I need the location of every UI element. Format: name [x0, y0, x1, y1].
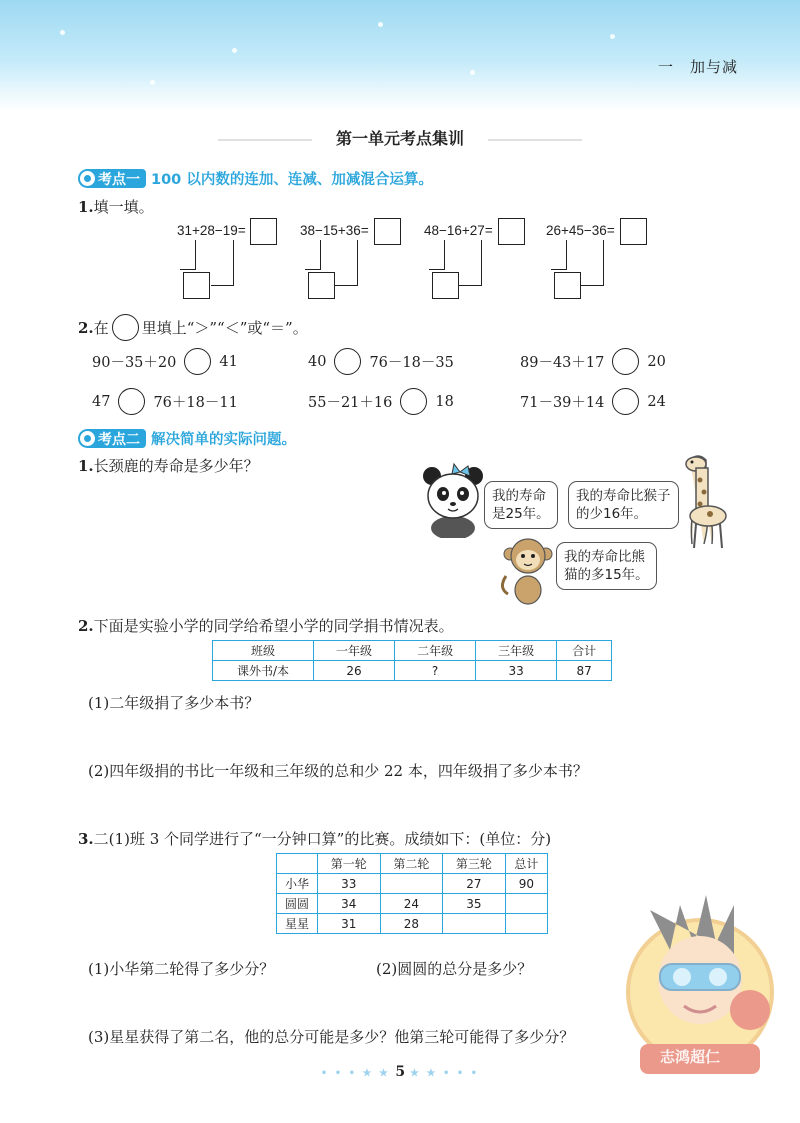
page-footer [0, 1064, 800, 1080]
table-cell: 圆圆 [277, 894, 318, 914]
equation-2: 38−15+36= [300, 223, 369, 238]
sparkle [610, 34, 615, 39]
sparkle [378, 22, 383, 27]
question-number: 1. [78, 198, 94, 216]
table-cell: 34 [318, 894, 381, 914]
question-number: 2. [78, 617, 94, 635]
key-point-text: 100 以内数的连加、连减、加减混合运算。 [151, 172, 433, 188]
table-header-row [213, 641, 612, 661]
table-cell: 35 [443, 894, 506, 914]
answer-box[interactable] [620, 218, 647, 245]
bracket-line [551, 269, 567, 270]
page-title: 第一单元考点集训 [312, 126, 488, 149]
sub-question: (2)圆圆的总分是多少？ [376, 960, 533, 978]
compare-circle[interactable] [612, 348, 639, 375]
intermediate-answer-box[interactable] [554, 272, 581, 299]
page-number: 5 [395, 1064, 406, 1080]
table-cell: 33 [318, 874, 381, 894]
bracket-line [180, 269, 196, 270]
bubble-line: 我的寿命 [492, 488, 546, 504]
bracket-line [481, 240, 482, 286]
intermediate-answer-box[interactable] [183, 272, 210, 299]
compare-left: 71－39＋14 [520, 395, 605, 411]
compare-right: 18 [435, 393, 454, 410]
monkey-speech-bubble [556, 542, 657, 590]
question-number: 3. [78, 830, 94, 848]
globe-icon [80, 171, 95, 186]
compare-item [308, 348, 454, 375]
bracket-line [357, 240, 358, 286]
sub-question: (1)二年级捐了多少本书？ [88, 694, 260, 712]
compare-item [520, 348, 666, 375]
compare-left: 55－21＋16 [308, 395, 393, 411]
bracket-line [429, 269, 445, 270]
table-header-cell: 一年级 [314, 641, 395, 661]
compare-circle[interactable] [118, 388, 145, 415]
equation-3: 48−16+27= [424, 223, 493, 238]
answer-box[interactable] [374, 218, 401, 245]
compare-item [308, 388, 454, 415]
table-cell: 27 [443, 874, 506, 894]
table-cell: 33 [476, 661, 557, 681]
table-header-row [277, 854, 548, 874]
compare-circle[interactable] [184, 348, 211, 375]
table-cell: 87 [557, 661, 612, 681]
table-header-cell: 第二轮 [380, 854, 443, 874]
key-point-text: 解决简单的实际问题。 [151, 432, 296, 448]
compare-right: 76＋18－11 [153, 395, 238, 411]
compare-left: 40 [308, 353, 327, 370]
compare-circle[interactable] [334, 348, 361, 375]
bubble-line: 我的寿命比熊 [564, 549, 645, 565]
key-point-tag-label: 考点二 [98, 431, 140, 448]
key-point-tag [78, 429, 146, 448]
table-cell: 90 [505, 874, 547, 894]
problem-1 [78, 455, 259, 476]
question-text: 在 [93, 319, 109, 337]
decorative-dots-right: ★ ★ • • • [410, 1068, 480, 1079]
monkey-illustration [500, 532, 556, 610]
equation-1: 31+28−19= [177, 223, 246, 238]
table-header-cell: 合计 [557, 641, 612, 661]
table-cell: ? [395, 661, 476, 681]
table-header-cell: 三年级 [476, 641, 557, 661]
compare-left: 47 [92, 393, 111, 410]
intermediate-answer-box[interactable] [432, 272, 459, 299]
table-cell: 课外书/本 [213, 661, 314, 681]
key-point-tag-label: 考点一 [98, 171, 140, 188]
key-point-1 [78, 168, 433, 189]
bracket-line [444, 240, 445, 270]
table-cell [380, 874, 443, 894]
giraffe-illustration [680, 450, 732, 550]
compare-right: 41 [219, 353, 238, 370]
bracket-line [233, 240, 234, 286]
question-text: 填一填。 [93, 198, 154, 216]
sparkle [60, 30, 65, 35]
sparkle [470, 70, 475, 75]
table-cell: 31 [318, 914, 381, 934]
bracket-line [320, 240, 321, 270]
score-table [276, 853, 548, 934]
question-number: 2. [78, 318, 94, 337]
table-header-cell: 班级 [213, 641, 314, 661]
bubble-line: 猫的多15年。 [564, 567, 649, 583]
bracket-line [603, 240, 604, 286]
bracket-line [566, 240, 567, 270]
key-point-2 [78, 428, 296, 449]
table-cell: 星星 [277, 914, 318, 934]
compare-circle[interactable] [612, 388, 639, 415]
globe-icon [80, 431, 95, 446]
answer-box[interactable] [498, 218, 525, 245]
key-point-tag [78, 169, 146, 188]
table-row [277, 874, 548, 894]
table-cell: 小华 [277, 874, 318, 894]
decorative-dots-left: • • • ★ ★ [320, 1068, 396, 1079]
table-row [213, 661, 612, 681]
bracket-line [195, 240, 196, 270]
table-header-cell: 第一轮 [318, 854, 381, 874]
table-header-cell: 总计 [505, 854, 547, 874]
table-cell: 28 [380, 914, 443, 934]
table-cell: 24 [380, 894, 443, 914]
compare-left: 90－35＋20 [92, 355, 177, 371]
table-cell [443, 914, 506, 934]
bracket-line [335, 285, 358, 286]
table-row [277, 914, 548, 934]
bubble-line: 的少16年。 [576, 506, 648, 522]
bracket-line [581, 285, 604, 286]
table-header-cell [277, 854, 318, 874]
bracket-line [459, 285, 482, 286]
donation-table [212, 640, 612, 681]
sparkle [232, 48, 237, 53]
compare-circle[interactable] [400, 388, 427, 415]
answer-box[interactable] [250, 218, 277, 245]
compare-left: 89－43＋17 [520, 355, 605, 371]
compare-right: 76－18－35 [369, 355, 454, 371]
circle-symbol [112, 314, 139, 341]
table-cell [505, 914, 547, 934]
question-text: 里填上“＞”“＜”或“＝”。 [141, 319, 308, 337]
bubble-line: 我的寿命比猴子 [576, 488, 671, 504]
panda-speech-bubble [484, 481, 558, 529]
question-text: 二(1)班 3 个同学进行了“一分钟口算”的比赛。成绩如下：(单位：分) [93, 830, 552, 848]
bubble-line: 是25年。 [492, 506, 550, 522]
intermediate-answer-box[interactable] [308, 272, 335, 299]
equation-4: 26+45−36= [546, 223, 615, 238]
compare-right: 20 [647, 353, 666, 370]
table-cell [505, 894, 547, 914]
giraffe-speech-bubble [568, 481, 679, 529]
question-text: 下面是实验小学的同学给希望小学的同学捐书情况表。 [93, 617, 454, 635]
bracket-line [305, 269, 321, 270]
sub-question: (2)四年级捐的书比一年级和三年级的总和少 22 本，四年级捐了多少本书？ [88, 762, 588, 780]
logo-text: 志鸿超仁 [660, 1048, 721, 1066]
question-text: 长颈鹿的寿命是多少年？ [93, 457, 259, 475]
question-1 [78, 196, 154, 217]
compare-right: 24 [647, 393, 666, 410]
problem-3 [78, 828, 551, 849]
sparkle [150, 80, 155, 85]
compare-item [92, 348, 238, 375]
chapter-label: 一 加与减 [657, 58, 738, 76]
problem-2 [78, 615, 454, 636]
question-2 [78, 314, 308, 341]
table-header-cell: 二年级 [395, 641, 476, 661]
table-header-cell: 第三轮 [443, 854, 506, 874]
compare-item [520, 388, 666, 415]
bracket-line [211, 285, 234, 286]
compare-item [92, 388, 238, 415]
table-row [277, 894, 548, 914]
sub-question: (3)星星获得了第二名，他的总分可能是多少？他第三轮可能得了多少分？ [88, 1028, 575, 1046]
sub-question: (1)小华第二轮得了多少分？ [88, 960, 275, 978]
panda-illustration [420, 462, 486, 538]
question-number: 1. [78, 457, 94, 475]
table-cell: 26 [314, 661, 395, 681]
